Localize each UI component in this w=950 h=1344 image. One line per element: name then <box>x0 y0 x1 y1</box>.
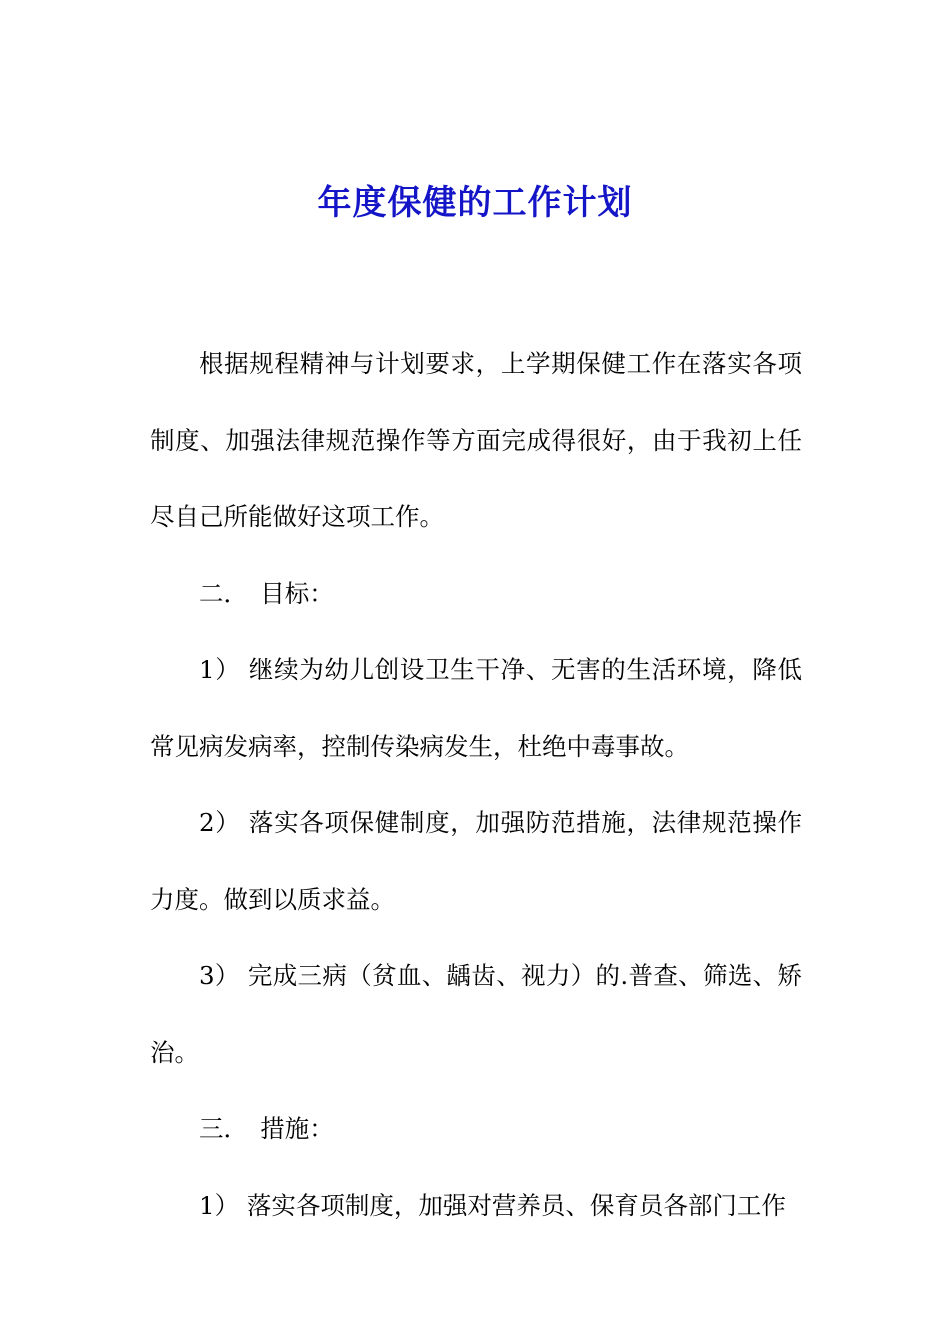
section-heading-goals: 二． 目标： <box>199 578 334 608</box>
paragraph-intro: 根据规程精神与计划要求，上学期保健工作在落实各项制度、加强法律规范操作等方面完成得很好，由于我初上任尽自己所能做好这项工作。 <box>150 349 802 531</box>
section-heading-measures: 三． 措施： <box>199 1114 334 1143</box>
document-body <box>150 326 802 1244</box>
measure-item-1: 1） 落实各项制度，加强对营养员、保育员各部门工作 <box>199 1190 786 1220</box>
goal-item-3: 3） 完成三病（贫血、龋齿、视力）的.普查、筛选、矫治。 <box>150 961 802 1067</box>
goal-item-1: 1） 继续为幼儿创设卫生干净、无害的生活环境，降低常见病发病率，控制传染病发生，杜绝中毒事故。 <box>150 655 802 761</box>
document-title: 年度保健的工作计划 <box>317 183 633 223</box>
goal-item-2: 2） 落实各项保健制度，加强防范措施，法律规范操作力度。做到以质求益。 <box>150 808 802 914</box>
